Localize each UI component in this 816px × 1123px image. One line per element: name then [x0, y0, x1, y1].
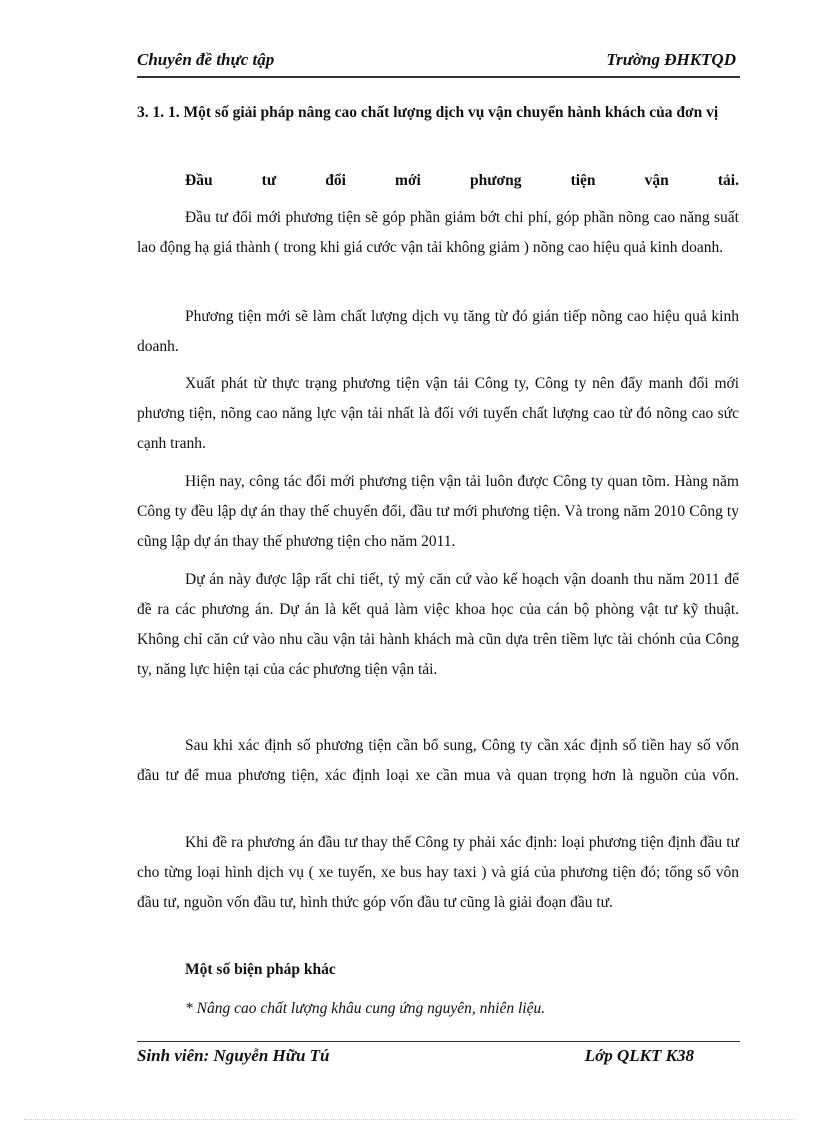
- page-bottom-divider: [24, 1119, 794, 1120]
- paragraph-3: Xuất phát từ thực trạng phương tiện vận tải Công ty, Công ty nên đẩy manh đổi mới phương tiện, nõng cao năng lực vận tải nhất là đối với tuyến chất lượng cao từ đó nõng cao sức cạnh tranh.: [137, 375, 739, 452]
- paragraph-1: Đầu tư đổi mới phương tiện sẽ góp phần giảm bớt chi phí, góp phần nõng cao năng suất lao động hạ giá thành ( trong khi giá cước vận tải không giảm ) nõng cao hiệu quả kinh doanh.: [137, 209, 739, 256]
- paragraph-7: Khi đề ra phương án đầu tư thay thế Công ty phải xác định: loại phương tiện định đầu tư cho từng loại hình dịch vụ ( xe tuyến, xe bus hay taxi ) và giá của phương tiện đó; tổng số vôn đầu tư, nguồn vốn đầu tư, hình thức góp vốn đầu tư cũng là giải đoạn đầu tư.: [137, 834, 739, 911]
- footer-student: Sinh viên: Nguyễn Hữu Tú: [137, 1046, 330, 1065]
- footer-class: Lớp QLKT K38: [584, 1046, 694, 1065]
- page-header: [137, 50, 740, 78]
- paragraph-5: Dự án này được lập rất chi tiết, tỷ mỷ căn cứ vào kế hoạch vận doanh thu năm 2011 để đề ra các phương án. Dự án là kết quả làm việc khoa học của cán bộ phòng vật tư kỹ thuật. Không chỉ căn cứ vào nhu cầu vận tải hành khách mà cũn dựa trên tiềm lực tài chónh của Công ty, năng lực hiện tại của các phương tiện vận tải.: [137, 571, 739, 678]
- page-footer: [137, 1041, 740, 1070]
- header-document-type: Chuyên đề thực tập: [137, 50, 275, 69]
- section-heading: 3. 1. 1. Một số giải pháp nâng cao chất lượng dịch vụ vận chuyển hành khách của đơn vị: [137, 104, 719, 121]
- paragraph-6: Sau khi xác định số phương tiện cần bổ sung, Công ty cần xác định số tiền hay số vốn đầu tư để mua phương tiện, xác định loại xe cần mua và quan trọng hơn là nguồn của vốn.: [137, 737, 739, 784]
- paragraph-4: Hiện nay, công tác đổi mới phương tiện vận tải luôn được Công ty quan tõm. Hàng năm Công ty đều lập dự án thay thế chuyển đổi, đầu tư mới phương tiện. Và trong năm 2010 Công ty cũng lập dự án thay thế phương tiện cho năm 2011.: [137, 473, 739, 550]
- supply-item: * Nâng cao chất lượng khâu cung ứng nguyên, nhiên liệu.: [185, 1000, 546, 1017]
- paragraph-2: Phương tiện mới sẽ làm chất lượng dịch vụ tăng từ đó gián tiếp nõng cao hiệu quả kinh doanh.: [137, 308, 739, 355]
- header-university: Trường ĐHKTQD: [606, 50, 736, 69]
- other-measures-heading: Một số biện pháp khác: [185, 961, 336, 978]
- subheading-investment: Đầu tư đổi mới phương tiện vận tải.: [185, 172, 739, 189]
